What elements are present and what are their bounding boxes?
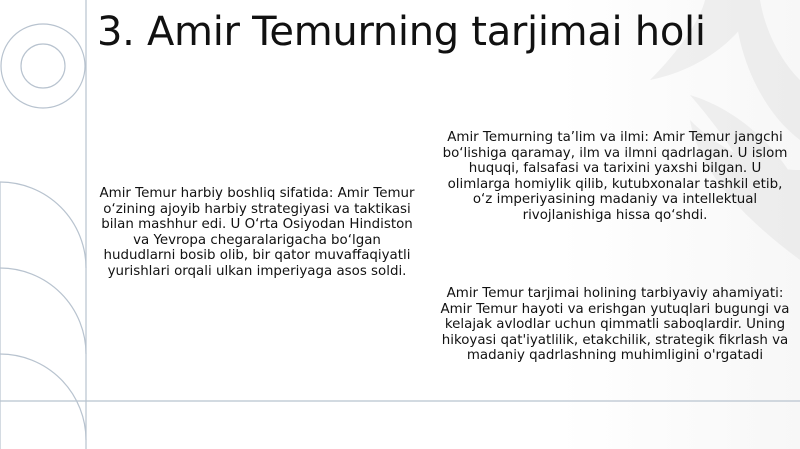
slide-title: 3. Amir Temurning tarjimai holi: [97, 9, 706, 55]
military-leader-paragraph: Amir Temur harbiy boshliq sifatida: Amir Temur o‘zining ajoyib harbiy strategiyasi va taktikasi bilan mashhur edi. U O‘rta Osiyodan Hindiston va Yevropa chegaralarigacha bo‘lgan hududlarni bosib olib, bir qator muvaffaqiyatli yurishlari orqali ulkan imperiyaga asos soldi.: [99, 186, 415, 279]
educational-significance-paragraph: Amir Temur tarjimai holining tarbiyaviy ahamiyati: Amir Temur hayoti va erishgan yutuqlari bugungi va kelajak avlodlar uchun qimmatli saboqlardir. Uning hikoyasi qat'iyatlilik, etakchilik, strategik fikrlash va madaniy qadrlashning muhimligini o'rgatadi: [440, 286, 790, 363]
education-paragraph: Amir Temurning ta’lim va ilmi: Amir Temur jangchi bo‘lishiga qaramay, ilm va ilmni qadrlagan. U islom huquqi, falsafasi va tarixini yaxshi bilgan. U olimlarga homiylik qilib, kutubxonalar tashkil etib, o‘z imperiyasining madaniy va intellektual rivojlanishiga hissa qo‘shdi.: [442, 130, 788, 223]
